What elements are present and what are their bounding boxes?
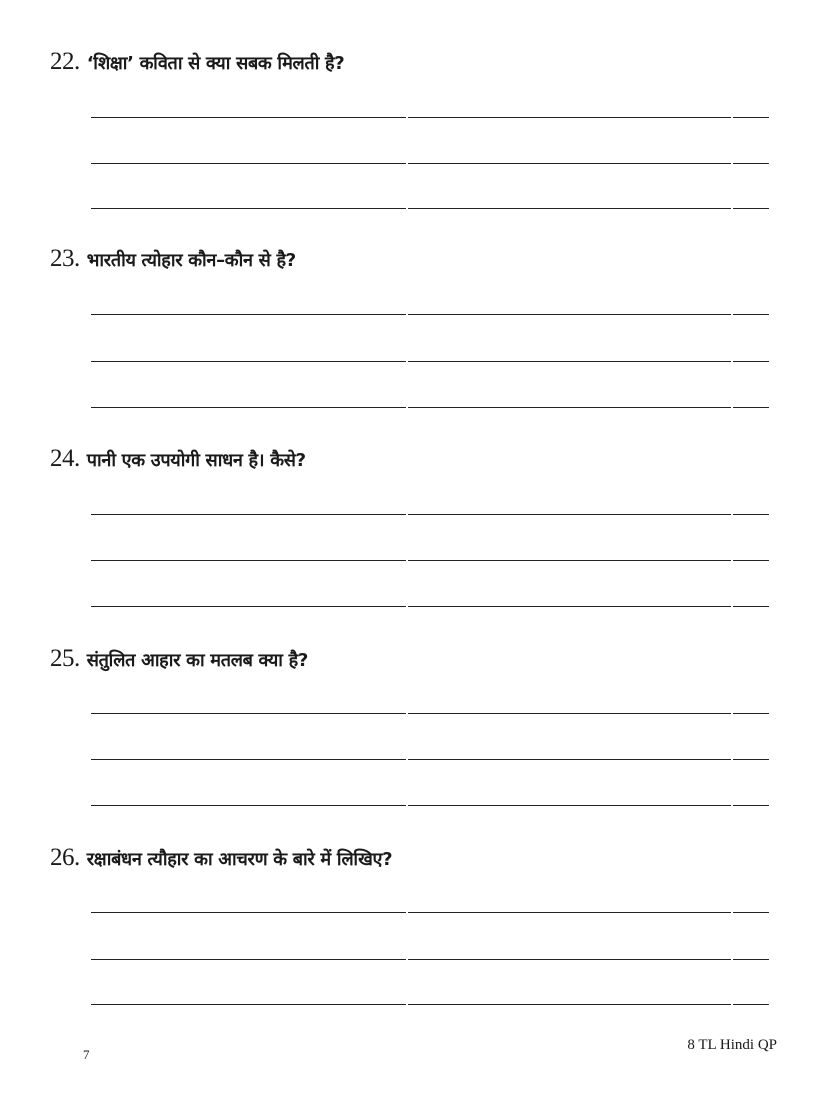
question-text: संतुलित आहार का मतलब क्या है?	[86, 650, 309, 671]
document-label: 8 TL Hindi QP	[687, 1037, 777, 1053]
question-number: 23.	[50, 245, 80, 272]
page-number: 7	[83, 1047, 90, 1062]
question-title	[50, 445, 306, 473]
question-title	[50, 844, 392, 872]
question-title	[50, 245, 296, 273]
question-text: पानी एक उपयोगी साधन है। कैसे?	[86, 450, 306, 471]
question-number: 25.	[50, 645, 80, 672]
question-text: ‘शिक्षा’ कविता से क्या सबक मिलती है?	[86, 53, 345, 74]
question-text: रक्षाबंधन त्यौहार का आचरण के बारे में लिखिए?	[86, 849, 393, 870]
question-number: 22.	[50, 48, 80, 75]
question-text: भारतीय त्योहार कौन–कौन से है?	[86, 250, 296, 271]
question-title	[50, 645, 308, 673]
question-title	[50, 48, 344, 76]
question-number: 24.	[50, 445, 80, 472]
question-number: 26.	[50, 844, 80, 871]
